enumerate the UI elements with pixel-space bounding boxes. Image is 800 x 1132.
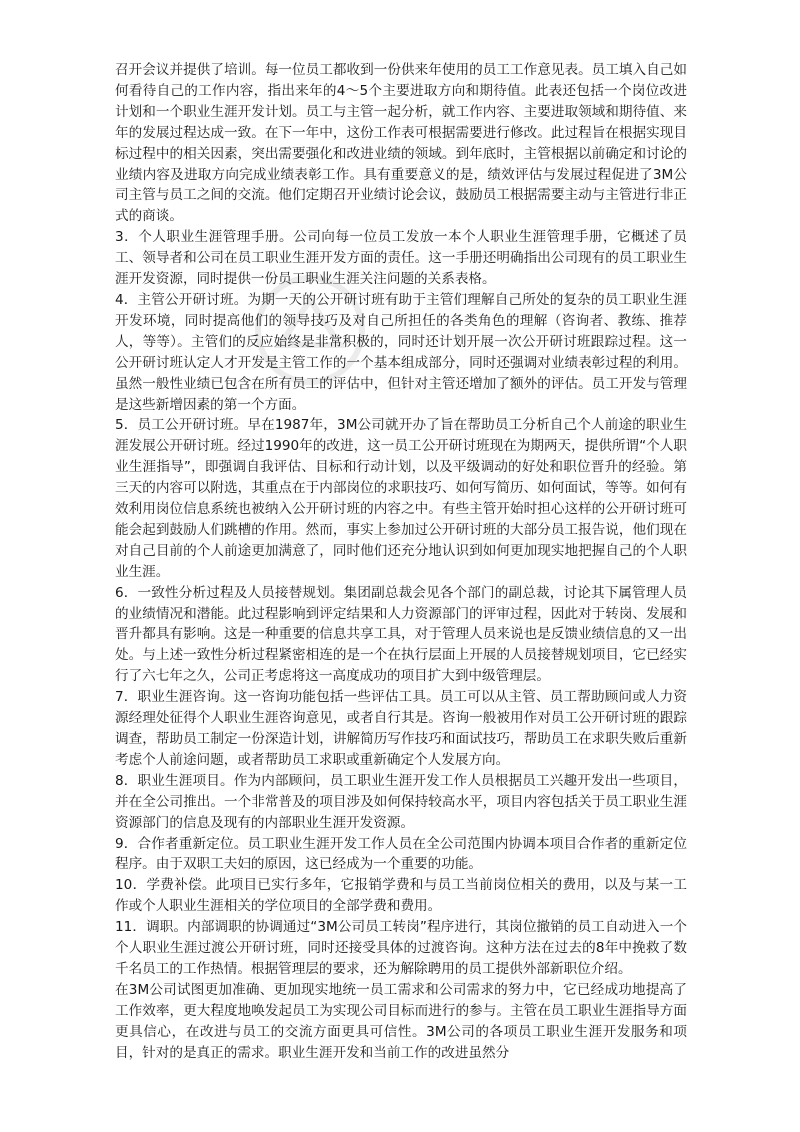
paragraph-item-3: 3．个人职业生涯管理手册。公司向每一位员工发放一本个人职业生涯管理手册，它概述了员工、领导者和公司在员工职业生涯开发方面的责任。这一手册还明确指出公司现有的员工职业生涯开发资源，同时提供一份员工职业生涯关注问题的关系表格。	[115, 229, 687, 288]
paragraph-item-9: 9．合作者重新定位。员工职业生涯开发工作人员在全公司范围内协调本项目合作者的重新定位程序。由于双职工夫妇的原因，这已经成为一个重要的功能。	[115, 835, 687, 873]
paragraph-item-7: 7．职业生涯咨询。这一咨询功能包括一些评估工具。员工可以从主管、员工帮助顾问或人力资源经理处征得个人职业生涯咨询意见，或者自行其是。咨询一般被用作对员工公开研讨班的跟踪调查，帮助员工制定一份深造计划，讲解简历写作技巧和面试技巧，帮助员工在求职失败后重新考虑个人前途问题，或者帮助员工求职或重新确定个人发展方向。	[115, 689, 687, 768]
paragraph-item-5: 5．员工公开研讨班。早在1987年，3M公司就开办了旨在帮助员工分析自己个人前途的职业生涯发展公开研讨班。经过1990年的改进，这一员工公开研讨班现在为期两天，提供所谓“个人职业生涯指导”，即强调自我评估、目标和行动计划，以及平级调动的好处和职位晋升的经验。第三天的内容可以附选，其重点在于内部岗位的求职技巧、如何写简历、如何面试，等等。如何有效利用岗位信息系统也被纳入公开研讨班的内容之中。有些主管开始时担心这样的公开研讨班可能会起到鼓励人们跳槽的作用。然而，事实上参加过公开研讨班的大部分员工报告说，他们现在对自己目前的个人前途更加满意了，同时他们还充分地认识到如何更加现实地把握自己的个人职业生涯。	[115, 417, 687, 580]
paragraph-intro: 召开会议并提供了培训。每一位员工都收到一份供来年使用的员工工作意见表。员工填入自己如何看待自己的工作内容，指出来年的4～5个主要进取方向和期待值。此表还包括一个岗位改进计划和一个职业生涯开发计划。员工与主管一起分析，就工作内容、主要进取领域和期待值、来年的发展过程达成一致。在下一年中，这份工作表可根据需要进行修改。此过程旨在根据实现目标过程中的相关因素，突出需要强化和改进业绩的领域。到年底时，主管根据以前确定和讨论的业绩内容及进取方向完成业绩表彰工作。具有重要意义的是，绩效评估与发展过程促进了3M公司主管与员工之间的交流。他们定期召开业绩讨论会议，鼓励员工根据需要主动与主管进行非正式的商谈。	[115, 62, 687, 225]
paragraph-item-8: 8．职业生涯项目。作为内部顾问，员工职业生涯开发工作人员根据员工兴趣开发出一些项目，并在全公司推出。一个非常普及的项目涉及如何保持较高水平，项目内容包括关于员工职业生涯资源部门的信息及现有的内部职业生涯开发资源。	[115, 772, 687, 831]
paragraph-item-4: 4．主管公开研讨班。为期一天的公开研讨班有助于主管们理解自己所处的复杂的员工职业生涯开发环境，同时提高他们的领导技巧及对自己所担任的各类角色的理解（咨询者、教练、推荐人，等等）。主管们的反应始终是非常积极的，同时还计划开展一次公开研讨班跟踪过程。这一公开研讨班认定人才开发是主管工作的一个基本组成部分，同时还强调对业绩表彰过程的利用。虽然一般性业绩已包含在所有员工的评估中，但针对主管还增加了额外的评估。员工开发与管理是这些新增因素的第一个方面。	[115, 291, 687, 413]
document-page	[115, 60, 687, 1120]
paragraph-item-6: 6．一致性分析过程及人员接替规划。集团副总裁会见各个部门的副总裁，讨论其下属管理人员的业绩情况和潜能。此过程影响到评定结果和人力资源部门的评审过程，因此对于转岗、发展和晋升都具有影响。这是一种重要的信息共享工具，对于管理人员来说也是反馈业绩信息的又一出处。与上述一致性分析过程紧密相连的是一个在执行层面上开展的人员接替规划项目，它已经实行了六七年之久，公司正考虑将这一高度成功的项目扩大到中级管理层。	[115, 584, 687, 685]
paragraph-item-11: 11．调职。内部调职的协调通过“3M公司员工转岗”程序进行，其岗位撤销的员工自动进入一个个人职业生涯过渡公开研讨班，同时还接受具体的过渡咨询。这种方法在过去的8年中挽救了数千名员工的工作热情。根据管理层的要求，还为解除聘用的员工提供外部新职位介绍。	[115, 919, 687, 977]
paragraph-conclusion: 在3M公司试图更加准确、更加现实地统一员工需求和公司需求的努力中，它已经成功地提高了工作效率，更大程度地唤发起员工为实现公司目标而进行的参与。主管在员工职业生涯指导方面更具信心，在改进与员工的交流方面更具可信性。3M公司的各项员工职业生涯开发服务和项目，针对的是真正的需求。职业生涯开发和当前工作的改进虽然分	[115, 981, 687, 1061]
paragraph-item-10: 10．学费补偿。此项目已实行多年，它报销学费和与员工当前岗位相关的费用，以及与某一工作或个人职业生涯相关的学位项目的全部学费和费用。	[115, 877, 687, 915]
